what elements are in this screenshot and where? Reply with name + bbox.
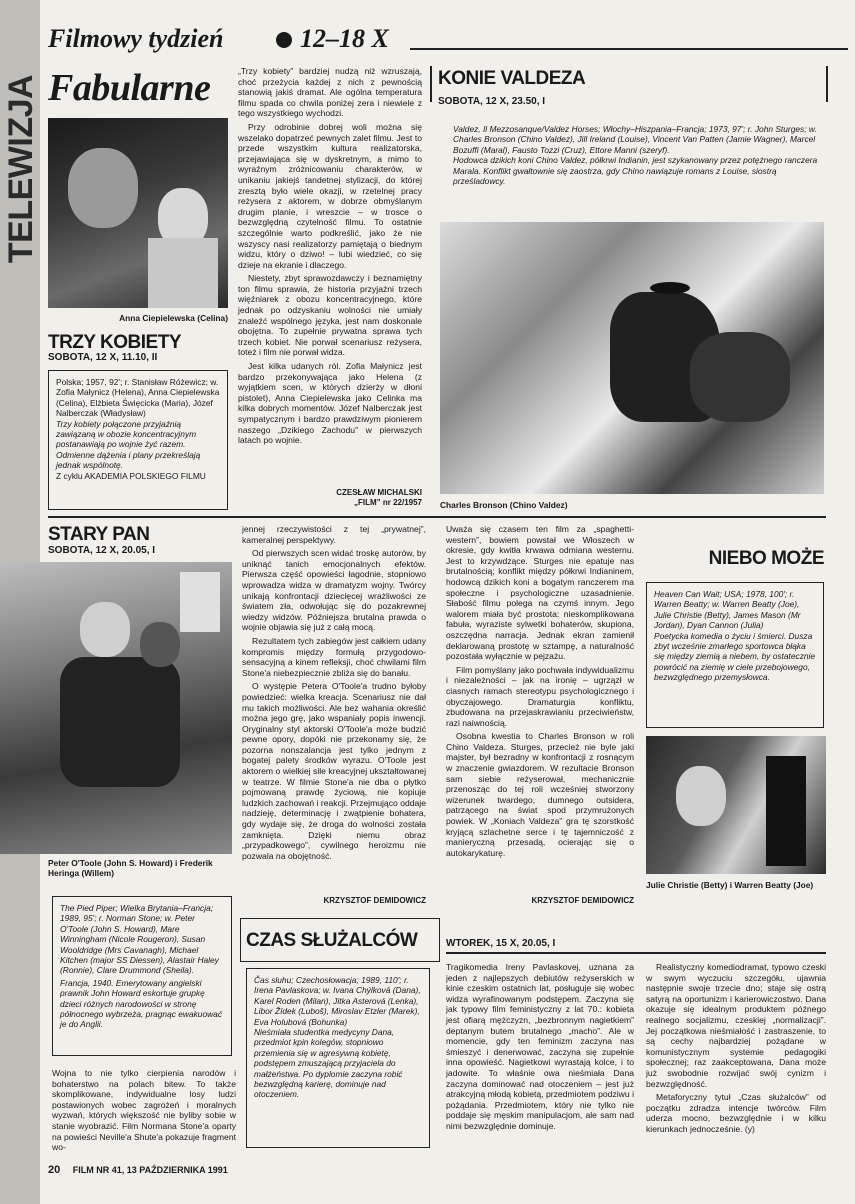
review-author: KRZYSZTOF DEMIDOWICZ: [531, 896, 634, 905]
credits-box: [48, 370, 228, 510]
film-title: NIEBO MOŻE: [708, 548, 824, 569]
synopsis-text: Poetycka komedia o życiu i śmierci. Dusza zbyt wcześnie zmarłego sportowca błąka się między ziemią a niebem, by ostatecznie powrócić na ziemię w ciele przebojowego, bezwzględnego przemysłowca.: [654, 630, 816, 683]
film-title: KONIE VALDEZA: [438, 68, 586, 89]
header-title: Filmowy tydzień: [48, 24, 224, 53]
film-title: TRZY KOBIETY: [48, 332, 181, 353]
credits-text: Valdez, Il Mezzosanque/Valdez Horses; Włochy–Hiszpania–Francja; 1973, 97'; r. John Sturges; w. Charles Bronson (Chino Valdez), Jill Ireland (Louise), Vincent Van Patten (Jamie Wagner), Marcel Bozuffi (Maral), Fausto Tozzi (Cruz), Ettore Manni (szeryf).: [453, 124, 817, 155]
paragraph: Przy odrobinie dobrej woli można się wszelako dopatrzeć pewnych zalet filmu. Jest to przede wszystkim kultura realizatorska, przejawiająca się w dyskretnym, a mimo to wyraźnym zróżnicowaniu charakterów, w unikaniu jakiejś tandetnej stylizacji, do której zresztą było wiele okazji, w rzetelnej pracy reżysera z aktorem, w dobrze obmyślanym drugim planie, i wreszcie – w trosce o bezwzględną czytelność filmu. To ostatnie szczególnie warto podkreślić, jako że nie wszyscy nasi realizatorzy pamiętają o biednym widzu, który o dziwo! – lubi wiedzieć, co się dzieje na ekranie i dlaczego.: [238, 121, 422, 270]
paragraph: Metaforyczny tytuł „Czas służalców” od początku zdradza intencje twórców. Film uderza mocno, bezwzględnie i w kilku kierunkach jednocześnie. (y): [646, 1092, 826, 1134]
paragraph: Rezultatem tych zabiegów jest całkiem udany kompromis między formułą przygodowo-sensacyjną a kinem refleksji, choć chwilami film Stone'a niebezpiecznie zbliża się do banału.: [242, 635, 426, 678]
photo-trzy-kobiety: [48, 118, 228, 308]
category-title: Fabularne: [48, 67, 211, 109]
film-title: STARY PAN: [48, 524, 150, 545]
film-schedule: SOBOTA, 12 X, 23.50, I: [438, 96, 546, 107]
review-author: KRZYSZTOF DEMIDOWICZ: [323, 896, 426, 905]
review-trzy-kobiety: [238, 66, 422, 449]
credits-text: Čas sluhu; Czechosłowacja; 1989, 110'; r. Irena Pavlaskova; w. Ivana Chýlková (Dana), Karel Roden (Milan), Jitka Asterová (Lenka), Libor Žídek (Luboš), Miroslav Etzler (Marek), Eva Holubová (Bohunka): [254, 975, 421, 1027]
konie-frame-top: [430, 66, 432, 102]
footer: [48, 1164, 448, 1178]
photo-caption: Peter O'Toole (John S. Howard) i Frederik Heringa (Willem): [48, 858, 213, 878]
header-rule: [410, 48, 848, 50]
paragraph: Od pierwszych scen widać troskę autorów, by uniknąć tanich emocjonalnych efektów. Pierwsza część opowieści łagodnie, stopniowo wprowadza widza w dramatyzm wojny. Twórcy unikają konfrontacji dziecięcej wrażliwości ze światem zła, odwołując się do pozakrewnej wiedzy widzów. Późniejsza brutalna prawda o wojnie objawia się już z całą mocą.: [242, 548, 426, 633]
review-czas-col2: [646, 962, 826, 1138]
synopsis-text: Nieśmiała studentka medycyny Dana, przedmiot kpin kolegów, stopniowo przemienia się w agresywną kobietę, podstępem zmuszającą przyjaciela do małżeństwa. Po dyplomie zaczyna robić bezwzględną karierę, dominuje nad otoczeniem.: [254, 1027, 403, 1100]
paragraph: Osobna kwestia to Charles Bronson w roli Chino Valdeza. Sturges, przecież nie byle jaki majster, był bezradny w konfrontacji z rosnącym w znaczenie gwiazdorem. W rezultacie Bronson sam siebie reżyserował, mechanicznie przenosząc do tej roli wcześniej stworzony wizerunek twardego, dumnego outsidera, patrzącego na świat spod przymrużonych powiek. W „Koniach Valdeza” gra tę szorstkość kryjącą szlachetne serce i tę tajemniczość z manieryczną przesadą, ocierając się o autokarykaturę.: [446, 731, 634, 858]
konie-frame-right: [826, 66, 828, 102]
paragraph: jennej rzeczywistości z tej „prywatnej”, kameralnej perspektywy.: [242, 524, 426, 545]
page-header: [48, 24, 848, 56]
paragraph: Niestety, zbyt sprawozdawczy i beznamiętny ton filmu sprawia, że historia przyjaźni trzech więźniarek z obozu koncentracyjnego, które jednak po odzyskaniu wolności nie umiały znaleźć wspólnego języka, jest nam doskonale obojętna. To zupełnie prywatna sprawa tych trzech kobiet. Nie porwał scenariusz reżysera, toteż i film nie porwał widza.: [238, 273, 422, 358]
paragraph: „Trzy kobiety” bardziej nudzą niż wzruszają, choć przeżycia każdej z nich z pewnością stanowią jakiś dramat. Ale ogólna temperatura filmu spada co chwila poniżej zera i niewiele z tego wszystkiego wychodzi.: [238, 66, 422, 119]
photo-caption: Charles Bronson (Chino Valdez): [440, 500, 568, 510]
review-source: „FILM” nr 22/1957: [353, 498, 422, 507]
paragraph: Jest kilka udanych ról. Zofia Małynicz jest bardzo przekonywająca jako Helena (z wyjątkiem scen, w których dzierży w dłoni pistolet), Anna Ciepielewska jako Celinka ma kilka dobrych momentów. Józef Nalberczak jest sympatycznym i bardzo prawdziwym pionierem naszego „Dzikiego Zachodu” w pierwszych latach po wojnie.: [238, 361, 422, 446]
page-number: 20: [48, 1164, 61, 1176]
synopsis-text: Hodowca dzikich koni Chino Valdez, półkrwi Indianin, jest szykanowany przez potężnego ranczera Marala. Konflikt gwałtownie się zaostrza, gdy Chino nawiązuje romans z Louise, siostrą prześladowcy.: [453, 155, 818, 187]
photo-niebo-moze: [646, 736, 826, 874]
review-czas-col1: Tragikomedia Ireny Pavlaskovej, uznana za jeden z najlepszych debiutów reżyserskich w kinie czeskim ostatnich lat, posługuje się wobec widza wyrafinowanym podstępem. Zaczyna się jak typowy film feministyczny z lat 70.: kobieta jest ofiarą mężczyzn, „bezbronnym nagietkiem” deptanym butem brutalnego „macho”. Ale w momencie, gdy ten feminizm zaczyna nas śmieszyć i denerwować, zaczyna się zupełnie inna opowieść. Nagietkowi wyrastają kolce, i to jadowite. To właśnie owa nieśmiała Dana zaczyna dominować nad otoczeniem – jest już atrakcyjną młodą kobietą, przedmiotem podziwu i pożądania. Przedmiotem, który nie tylko nie poddaje się męskim manipulacjom, ale sam nad nimi bezwzględnie dominuje.: [446, 962, 634, 1131]
section-tab-label: TELEWIZJA: [2, 74, 40, 264]
section-divider: [48, 516, 826, 518]
cycle-text: Z cyklu AKADEMIA POLSKIEGO FILMU: [56, 470, 206, 481]
czas-rule: [446, 952, 826, 954]
film-title: CZAS SŁUŻALCÓW: [246, 930, 418, 951]
credits-text: Polska; 1957, 92'; r. Stanisław Różewicz; w. Zofia Małynicz (Helena), Anna Ciepielewska (Celina), Elżbieta Święcicka (Maria), Józef Nalberczak (Władysław): [56, 377, 220, 419]
photo-stary-pan: [0, 562, 232, 854]
film-schedule: SOBOTA, 12 X, 20.05, I: [48, 545, 156, 556]
paragraph: Film pomyślany jako pochwała indywidualizmu i niezależności – jak na ironię – ugrzązł w ciasnych ramach stereotypu psychologicznego i obyczajowego. Dramaturgia konfliktu, zbudowana na przejaskrawianiu przeciwieństw, razi naiwnością.: [446, 664, 634, 728]
photo-konie-valdeza: [440, 222, 824, 494]
credits-text: Heaven Can Wait; USA; 1978, 100'; r. Warren Beatty; w. Warren Beatty (Joe), Julie Christie (Betty), James Mason (Mr Jordan), Dyan Cannon (Julia): [654, 589, 801, 631]
review-konie-col1: [446, 524, 634, 861]
credits-box: [446, 118, 826, 212]
synopsis-text: Francja, 1940. Emerytowany angielski prawnik John Howard eskortuje grupkę dzieci różnych narodowości w stronę północnego wybrzeża, pragnąc ewakuować je do Anglii.: [60, 977, 223, 1030]
intro-stary-pan: Wojna to nie tylko cierpienia narodów i bohaterstwo na polach bitew. To także skomplikowane, indywidualne losy ludzi postawionych wobec zagrożeń i moralnych wyzwań, których większość nie byliby sobie w stanie wyobrazić. Film Normana Stone'a oparty na powieści Neville'a Shute'a pokazuje fragment wo-: [52, 1068, 236, 1153]
paragraph: Realistyczny komediodramat, typowo czeski w swym wyczuciu szczegółu, ujawnia następnie swoje trzecie dno; staje się ostrą satyrą na oportunizm i karierowiczostwo. Dana okazuje się idealnym produktem późnego realnego socjalizmu, czeskiej „normalizacji”. Jej początkowa nieśmiałość i zastraszenie, to są cechy najbardziej pożądane w komunistycznym systemie pedagogiki społecznej; raz zaakceptowana, Dana może już swobodnie rozwijać swój cynizm i bezwzględność.: [646, 962, 826, 1089]
film-schedule: SOBOTA, 12 X, 11.10, II: [48, 352, 158, 363]
credits-box: [246, 968, 430, 1148]
photo-caption: Julie Christie (Betty) i Warren Beatty (Joe): [646, 880, 814, 890]
review-author: CZESŁAW MICHALSKI: [336, 488, 422, 497]
credits-box: [52, 896, 232, 1056]
credits-text: The Pied Piper; Wielka Brytania–Francja; 1989, 95'; r. Norman Stone; w. Peter O'Toole (John S. Howard), Mare Winningham (Nicole Rougeron), Susan Wooldridge (Mrs Cavanagh), Michael Kitchen (major SS Diessen), Alastair Haley (Ronnie), Clare Drummond (Sheila).: [60, 903, 219, 976]
credits-box: [646, 582, 824, 728]
paragraph: O występie Petera O'Toole'a trudno byłoby powiedzieć: wielka kreacja. Scenariusz nie dał mu takich możliwości. Ale bez wahania określić można jego grę, jako wspaniały popis inwencji. Oryginalny styl aktorski O'Toole'a może budzić pewne opory, dopóki nie przekonamy się, że pozorna nonszalancja jest tylko jednym z bogatej palety środków wyrazu. O'Toole jest aktorem o wielkiej sile kreacyjnej ukształtowanej w teatrze. W filmie Stone'a nie dba o płytko pojmowaną prawdę życiową, nie kopiuje ludzkich zachowań i reakcji. Przejmująco oddaje nadzieję, determinację i zwątpienie bohatera, gdy wydaje się, że droga do wolności została zamknięta. Dzięki niemu obraz „przypadkowego”, cywilnego heroizmu nie pozwala na obojętność.: [242, 681, 426, 861]
photo-caption: Anna Ciepielewska (Celina): [119, 313, 228, 323]
issue-info: FILM NR 41, 13 PAŹDZIERNIKA 1991: [72, 1165, 228, 1175]
review-stary-pan: [242, 524, 426, 864]
bullet-icon: [276, 32, 292, 48]
header-dates: 12–18 X: [300, 24, 389, 53]
synopsis-text: Trzy kobiety połączone przyjaźnią zawiązaną w obozie koncentracyjnym postanawiają po wojnie żyć razem. Odmienne dążenia i plany przekreślają jednak wspólnotę.: [56, 418, 201, 471]
film-schedule: WTOREK, 15 X, 20.05, I: [446, 938, 556, 949]
paragraph: Uważa się czasem ten film za „spaghetti-western”, bowiem powstał we Włoszech w okresie, gdy kwitła krwawa odmiana westernu. Jest to krzywdzące. Sturges nie epatuje nas brutalnością; konflikt między półkrwi Indianinem, hodowcą dzikich koni a bogatym ranczerem ma społeczne i psychologiczne uzasadnienie. Słabość filmu polega na czymś innym. Jego walorem miała być prostota: nieskomplikowana fabuła, wyraziste sylwetki bohaterów, skupiona, oszczędna narracja. Jednak ekran zamienił deklarowaną prostotę w sztampę, a naturalność pozostała wyłącznie w pejzażu.: [446, 524, 634, 662]
